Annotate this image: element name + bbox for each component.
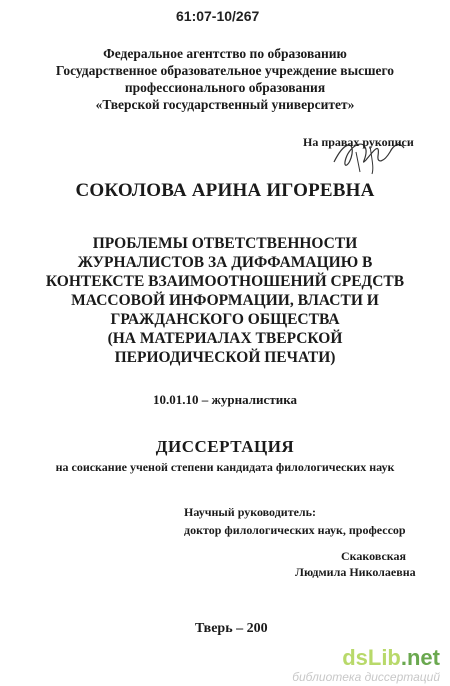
document-type: ДИССЕРТАЦИЯ (155, 437, 295, 456)
title-line: ПЕРИОДИЧЕСКОЙ ПЕЧАТИ) (114, 349, 336, 366)
dissertation-title (0, 234, 450, 367)
header-line: профессионального образования (124, 80, 326, 95)
title-line: МАССОВОЙ ИНФОРМАЦИИ, ВЛАСТИ И (71, 292, 379, 309)
watermark-tagline: библиотека диссертаций (292, 670, 440, 684)
advisor-surname: Скаковская (341, 549, 407, 563)
advisor-given-name: Людмила Николаевна (295, 565, 416, 579)
header-line: «Тверской государственный университет» (95, 97, 355, 112)
title-line: (НА МАТЕРИАЛАХ ТВЕРСКОЙ (107, 330, 343, 347)
title-line: ЖУРНАЛИСТОВ ЗА ДИФФАМАЦИЮ В (77, 254, 373, 271)
title-line: ГРАЖДАНСКОГО ОБЩЕСТВА (110, 311, 340, 328)
dslib-watermark (292, 646, 440, 684)
city-year: Тверь – 200 (195, 621, 268, 636)
title-line: ПРОБЛЕМЫ ОТВЕТСТВЕННОСТИ (92, 235, 358, 252)
advisor-degree: доктор филологических наук, профессор (184, 523, 406, 537)
manuscript-note: На правах рукописи (303, 135, 414, 149)
institution-header (0, 45, 450, 113)
author-name: СОКОЛОВА АРИНА ИГОРЕВНА (75, 180, 375, 201)
title-line: КОНТЕКСТЕ ВЗАИМООТНОШЕНИЙ СРЕДСТВ (45, 273, 405, 290)
watermark-logo: dsLib.net (342, 645, 440, 670)
archive-number: 61:07-10/267 (176, 8, 260, 24)
header-line: Государственное образовательное учреждение высшего (55, 63, 395, 78)
specialty-code: 10.01.10 – журналистика (153, 392, 297, 407)
advisor-label: Научный руководитель: (184, 505, 316, 519)
header-line: Федеральное агентство по образованию (103, 46, 347, 61)
degree-line: на соискание ученой степени кандидата филологических наук (55, 460, 395, 474)
